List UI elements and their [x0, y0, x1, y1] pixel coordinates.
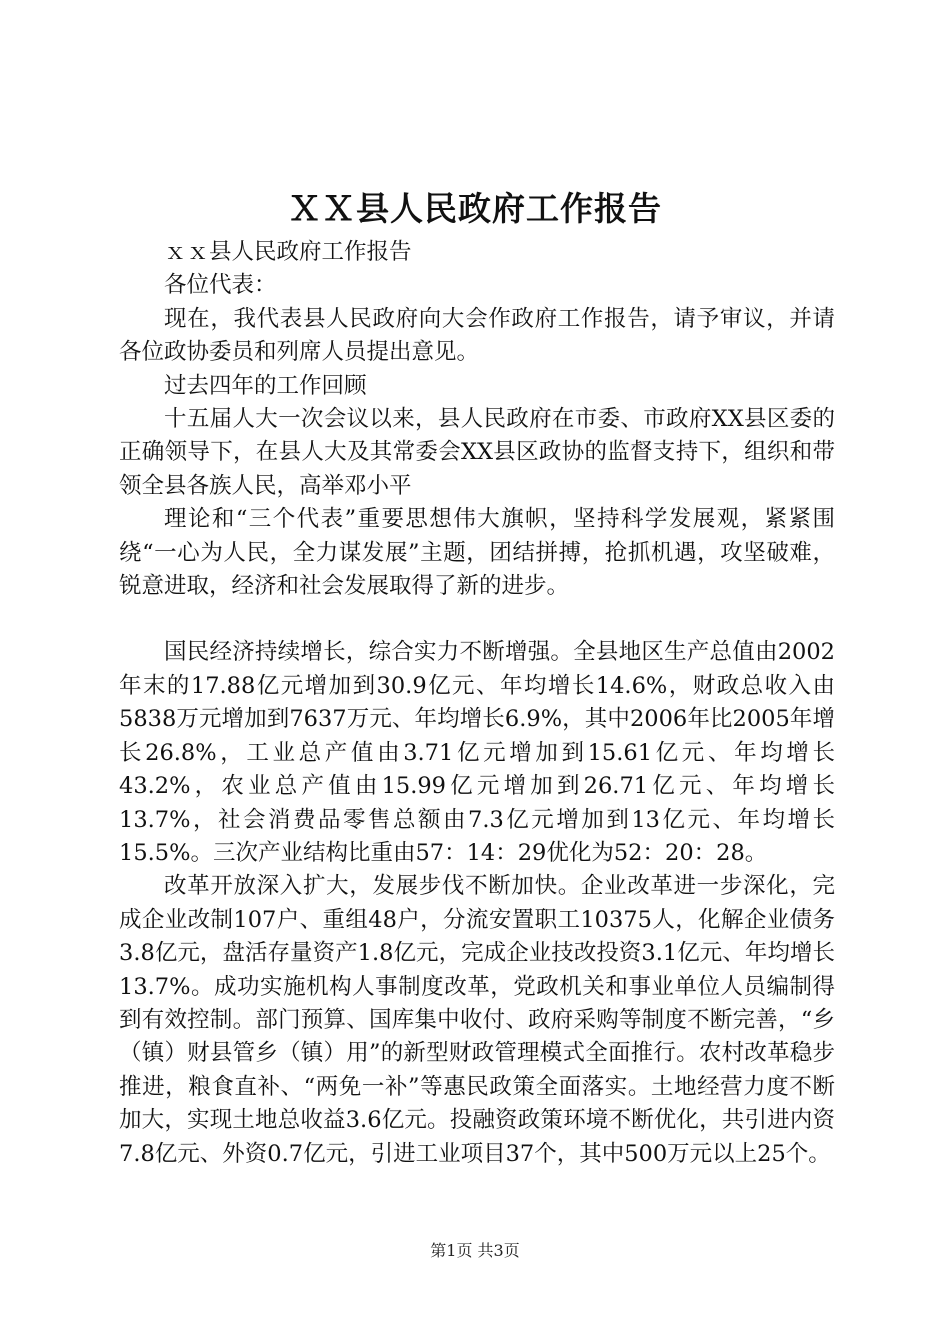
- paragraph-leadership: 十五届人大一次会议以来，县人民政府在市委、市政府XX县区委的正确领导下，在县人大及其常委会XX县区政协的监督支持下，组织和带领全县各族人民，高举邓小平: [119, 406, 835, 499]
- paragraph-intro: 现在，我代表县人民政府向大会作政府工作报告，请予审议，并请各位政协委员和列席人员提出意见。: [119, 305, 835, 366]
- section-heading: 过去四年的工作回顾: [164, 372, 367, 399]
- page-footer: 第1页 共3页: [430, 1241, 520, 1260]
- page-title: ＸＸ县人民政府工作报告: [288, 189, 662, 228]
- document-body: [119, 236, 835, 1171]
- paragraph-subtitle: ｘｘ县人民政府工作报告: [164, 239, 412, 265]
- paragraph-reform: 改革开放深入扩大，发展步伐不断加快。企业改革进一步深化，完成企业改制107户、重组48户，分流安置职工10375人，化解企业债务3.8亿元，盘活存量资产1.8亿元，完成企业技改投资3.1亿元、年均增长13.7%。成功实施机构人事制度改革，党政机关和事业单位人员编制得到有效控制。部门预算、国库集中收付、政府采购等制度不断完善，“乡（镇）财县管乡（镇）用”的新型财政管理模式全面推行。农村改革稳步推进，粮食直补、“两免一补”等惠民政策全面落实。土地经营力度不断加大，实现土地总收益3.6亿元。投融资政策环境不断优化，共引进内资7.8亿元、外资0.7亿元，引进工业项目37个，其中500万元以上25个。: [119, 873, 835, 1167]
- paragraph-economy: 国民经济持续增长，综合实力不断增强。全县地区生产总值由2002年末的17.88亿元增加到30.9亿元、年均增长14.6%，财政总收入由5838万元增加到7637万元、年均增长6.9%，其中2006年比2005年增长26.8%，工业总产值由3.71亿元增加到15.61亿元、年均增长43.2%，农业总产值由15.99亿元增加到26.71亿元、年均增长13.7%，社会消费品零售总额由7.3亿元增加到13亿元、年均增长15.5%。三次产业结构比重由57：14：29优化为52：20：28。: [119, 639, 835, 866]
- paragraph-salutation: 各位代表：: [164, 272, 277, 299]
- paragraph-theory: 理论和“三个代表”重要思想伟大旗帜，坚持科学发展观，紧紧围绕“一心为人民，全力谋发展”主题，团结拼搏，抢抓机遇，攻坚破难，锐意进取，经济和社会发展取得了新的进步。: [119, 506, 835, 600]
